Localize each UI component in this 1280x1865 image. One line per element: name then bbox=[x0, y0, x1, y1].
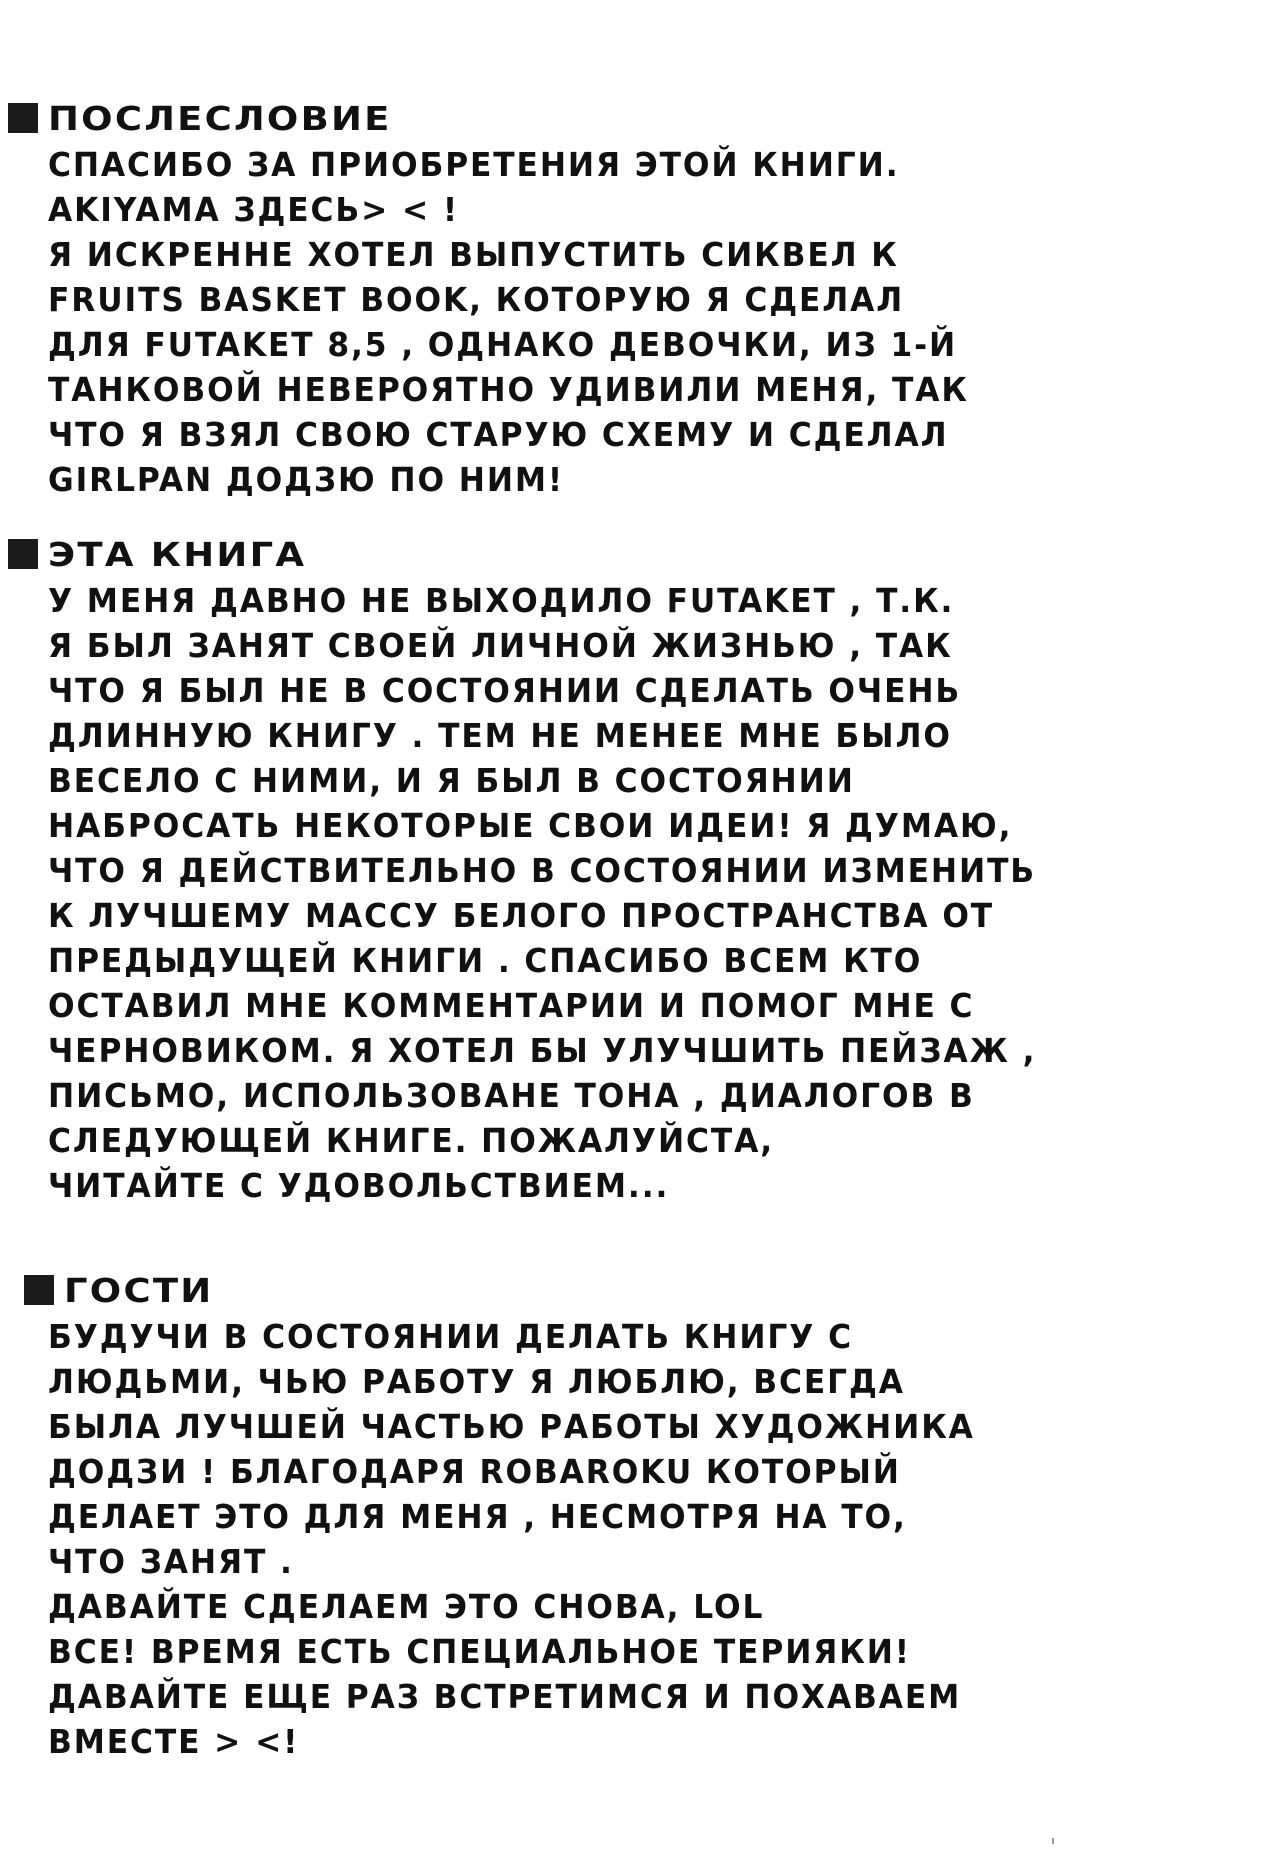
text-line: GIRLPAN ДОДЗЮ ПО НИМ! bbox=[48, 460, 565, 499]
text-line: ДЛИННУЮ КНИГУ . ТЕМ НЕ МЕНЕЕ МНЕ БЫЛО bbox=[48, 716, 952, 755]
text-line: ЛЮДЬМИ, ЧЬЮ РАБОТУ Я ЛЮБЛЮ, ВСЕГДА bbox=[48, 1362, 905, 1401]
text-line: СЛЕДУЮЩЕЙ КНИГЕ. ПОЖАЛУЙСТА, bbox=[48, 1121, 775, 1160]
text-line: Я ИСКРЕННЕ ХОТЕЛ ВЫПУСТИТЬ СИКВЕЛ К bbox=[48, 235, 899, 274]
text-line: ДОДЗИ ! БЛАГОДАРЯ ROBAROKU КОТОРЫЙ bbox=[48, 1452, 901, 1491]
text-line: СПАСИБО ЗА ПРИОБРЕТЕНИЯ ЭТОЙ КНИГИ. bbox=[48, 145, 900, 184]
section-heading: ГОСТИ bbox=[64, 1271, 214, 1310]
section-body bbox=[48, 578, 1280, 1208]
text-line: ОСТАВИЛ МНЕ КОММЕНТАРИИ И ПОМОГ МНЕ С bbox=[48, 986, 975, 1025]
bullet-square-icon bbox=[8, 103, 38, 133]
text-line: ДЕЛАЕТ ЭТО ДЛЯ МЕНЯ , НЕСМОТРЯ НА ТО, bbox=[48, 1497, 907, 1536]
text-line: ЧТО Я БЫЛ НЕ В СОСТОЯНИИ СДЕЛАТЬ ОЧЕНЬ bbox=[48, 671, 962, 710]
text-line: НАБРОСАТЬ НЕКОТОРЫЕ СВОИ ИДЕИ! Я ДУМАЮ, bbox=[48, 806, 1013, 845]
text-line: ТАНКОВОЙ НЕВЕРОЯТНО УДИВИЛИ МЕНЯ, ТАК bbox=[48, 370, 969, 409]
text-line: ЧЕРНОВИКОМ. Я ХОТЕЛ БЫ УЛУЧШИТЬ ПЕЙЗАЖ , bbox=[48, 1031, 1037, 1070]
text-line: ДЛЯ FUTAKET 8,5 , ОДНАКО ДЕВОЧКИ, ИЗ 1-Й bbox=[48, 325, 958, 364]
text-line: AKIYAMA ЗДЕСЬ> < ! bbox=[48, 190, 460, 229]
text-line: К ЛУЧШЕМУ МАССУ БЕЛОГО ПРОСТРАНСТВА ОТ bbox=[48, 896, 995, 935]
text-line: ПИСЬМО, ИСПОЛЬЗОВАНЕ ТОНА , ДИАЛОГОВ В bbox=[48, 1076, 975, 1115]
text-line: ДАВАЙТЕ СДЕЛАЕМ ЭТО СНОВА, LOL bbox=[48, 1587, 765, 1626]
text-line: ЧТО Я ДЕЙСТВИТЕЛЬНО В СОСТОЯНИИ ИЗМЕНИТЬ bbox=[48, 851, 1037, 890]
this-book-section bbox=[0, 532, 1280, 1208]
section-heading-row bbox=[0, 96, 1280, 142]
text-line: ПРЕДЫДУЩЕЙ КНИГИ . СПАСИБО ВСЕМ КТО bbox=[48, 941, 923, 980]
bullet-square-icon bbox=[24, 1275, 54, 1305]
afterword-section bbox=[0, 96, 1280, 502]
text-line: БУДУЧИ В СОСТОЯНИИ ДЕЛАТЬ КНИГУ С bbox=[48, 1317, 853, 1356]
section-heading-row bbox=[0, 532, 1280, 578]
text-line: FRUITS BASKET BOOK, КОТОРУЮ Я СДЕЛАЛ bbox=[48, 280, 905, 319]
section-heading: ПОСЛЕСЛОВИЕ bbox=[48, 99, 392, 138]
text-line: У МЕНЯ ДАВНО НЕ ВЫХОДИЛО FUTAKET , Т.К. bbox=[48, 581, 955, 620]
text-line: ЧТО ЗАНЯТ . bbox=[48, 1542, 294, 1581]
text-line: ВМЕСТЕ > <! bbox=[48, 1722, 300, 1761]
text-line: ДАВАЙТЕ ЕЩЕ РАЗ ВСТРЕТИМСЯ И ПОХАВАЕМ bbox=[48, 1677, 962, 1716]
text-line: ВЕСЕЛО С НИМИ, И Я БЫЛ В СОСТОЯНИИ bbox=[48, 761, 855, 800]
text-line: БЫЛА ЛУЧШЕЙ ЧАСТЬЮ РАБОТЫ ХУДОЖНИКА bbox=[48, 1407, 975, 1446]
section-body bbox=[48, 1314, 1280, 1764]
scan-speck bbox=[1052, 1838, 1054, 1844]
text-line: ЧТО Я ВЗЯЛ СВОЮ СТАРУЮ СХЕМУ И СДЕЛАЛ bbox=[48, 415, 949, 454]
section-body bbox=[48, 142, 1280, 502]
guests-section bbox=[0, 1268, 1280, 1764]
section-heading-row bbox=[0, 1268, 1280, 1314]
text-line: ВСЕ! ВРЕМЯ ЕСТЬ СПЕЦИАЛЬНОЕ ТЕРИЯКИ! bbox=[48, 1632, 911, 1671]
section-heading: ЭТА КНИГА bbox=[48, 535, 307, 574]
bullet-square-icon bbox=[8, 539, 38, 569]
text-line: Я БЫЛ ЗАНЯТ СВОЕЙ ЛИЧНОЙ ЖИЗНЬЮ , ТАК bbox=[48, 626, 953, 665]
text-line: ЧИТАЙТЕ С УДОВОЛЬСТВИЕМ... bbox=[48, 1166, 670, 1205]
